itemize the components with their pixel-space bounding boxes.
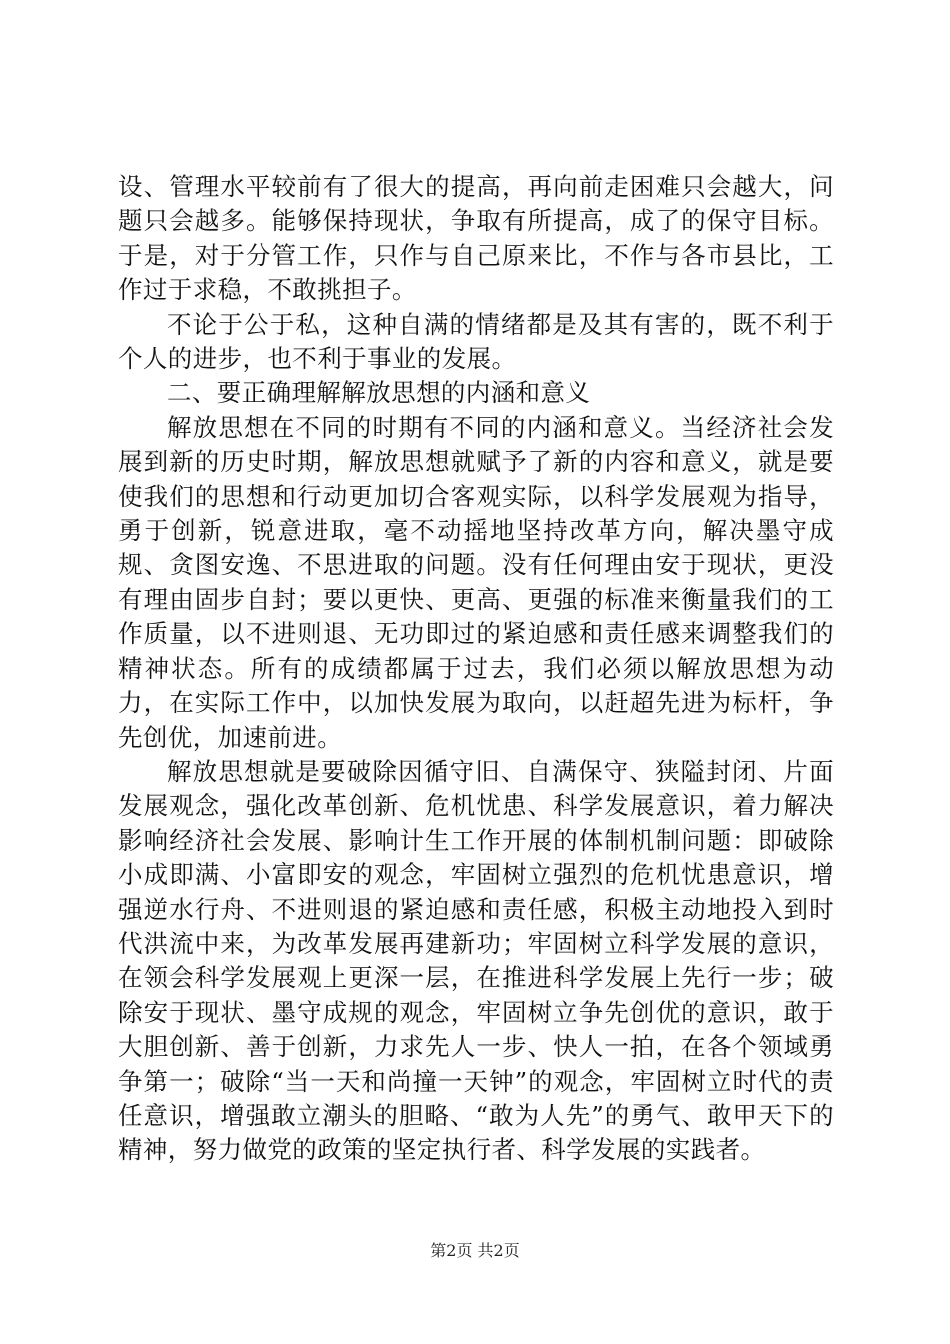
paragraph-2: 不论于公于私，这种自满的情绪都是及其有害的，既不利于个人的进步，也不利于事业的发展。	[118, 309, 834, 374]
paragraph-4: 解放思想就是要破除因循守旧、自满保守、狭隘封闭、片面发展观念，强化改革创新、危机忧患、科学发展意识，着力解决影响经济社会发展、影响计生工作开展的体制机制问题：即破除小成即满、小富即安的观念，牢固树立强烈的危机忧患意识，增强逆水行舟、不进则退的紧迫感和责任感，积极主动地投入到时代洪流中来，为改革发展再建新功；牢固树立科学发展的意识，在领会科学发展观上更深一层，在推进科学发展上先行一步；破除安于现状、墨守成规的观念，牢固树立争先创优的意识，敢于大胆创新、善于创新，力求先人一步、快人一拍，在各个领域勇争第一；破除“当一天和尚撞一天钟”的观念，牢固树立时代的责任意识，增强敢立潮头的胆略、“敢为人先”的勇气、敢甲天下的精神，努力做党的政策的坚定执行者、科学发展的实践者。	[118, 756, 834, 1165]
document-body	[118, 170, 834, 1168]
section-heading: 二、要正确理解解放思想的内涵和意义	[167, 378, 591, 408]
paragraph-3: 解放思想在不同的时期有不同的内涵和意义。当经济社会发展到新的历史时期，解放思想就赋予了新的内容和意义，就是要使我们的思想和行动更加切合客观实际，以科学发展观为指导，勇于创新，锐意进取，毫不动摇地坚持改革方向，解决墨守成规、贪图安逸、不思进取的问题。没有任何理由安于现状，更没有理由固步自封；要以更快、更高、更强的标准来衡量我们的工作质量，以不进则退、无功即过的紧迫感和责任感来调整我们的精神状态。所有的成绩都属于过去，我们必须以解放思想为动力，在实际工作中，以加快发展为取向，以赶超先进为标杆，争先创优，加速前进。	[118, 412, 834, 752]
page-number-footer: 第2页 共2页	[430, 1241, 520, 1260]
paragraph-1: 设、管理水平较前有了很大的提高，再向前走困难只会越大，问题只会越多。能够保持现状，争取有所提高，成了的保守目标。于是，对于分管工作，只作与自己原来比，不作与各市县比，工作过于求稳，不敢挑担子。	[118, 172, 834, 305]
